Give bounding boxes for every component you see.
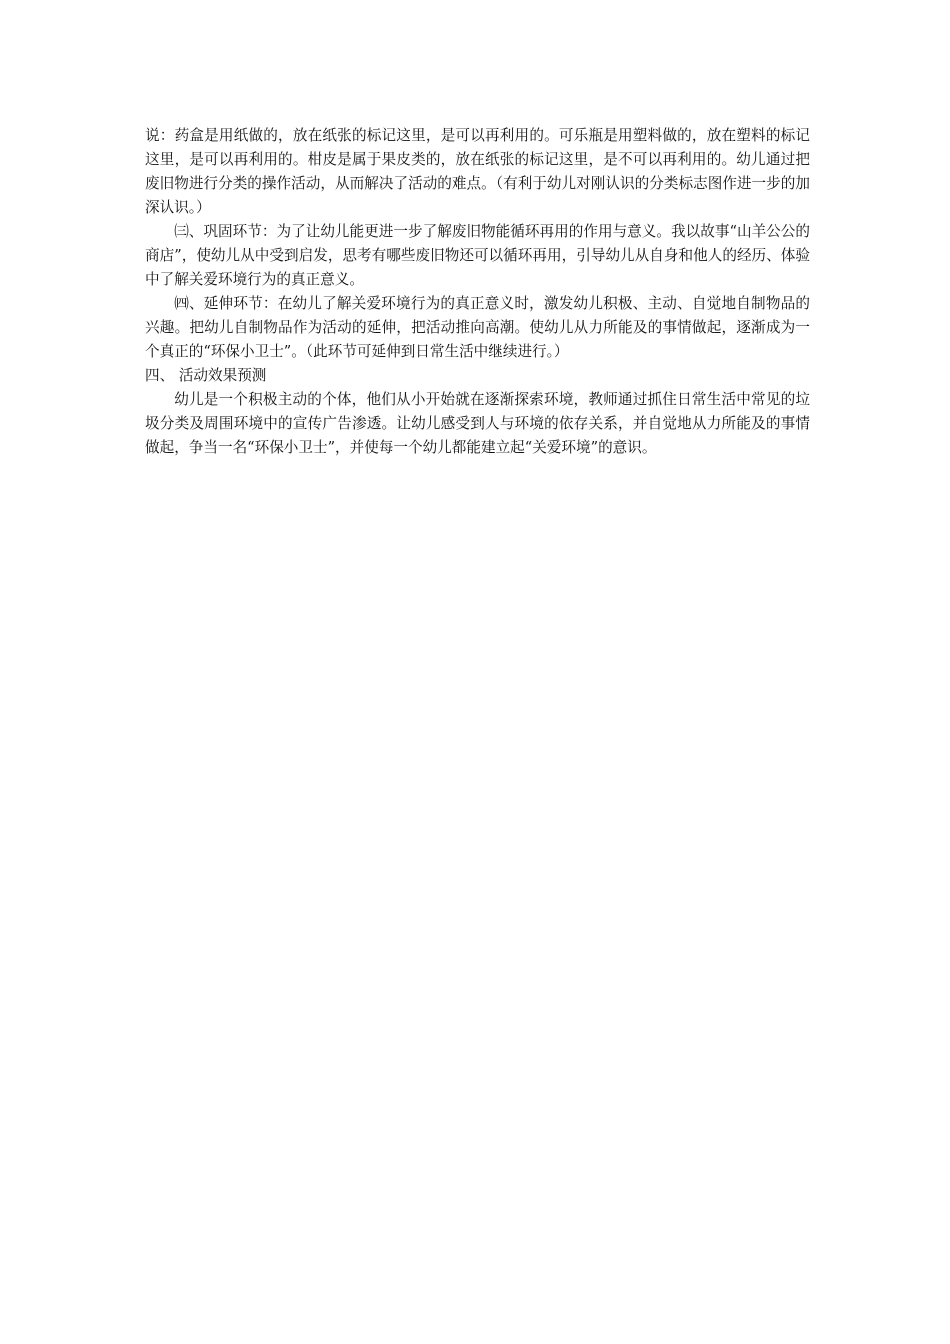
paragraph-intro: 说：药盒是用纸做的，放在纸张的标记这里，是可以再利用的。可乐瓶是用塑料做的，放在塑料的标记这里，是可以再利用的。柑皮是属于果皮类的，放在纸张的标记这里，是不可以再利用的。幼儿通过把废旧物进行分类的操作活动，从而解决了活动的难点。（有利于幼儿对刚认识的分类标志图作进一步的加深认识。）: [145, 127, 810, 216]
paragraph-closing: 幼儿是一个积极主动的个体，他们从小开始就在逐渐探索环境，教师通过抓住日常生活中常见的垃圾分类及周围环境中的宣传广告渗透。让幼儿感受到人与环境的依存关系，并自觉地从力所能及的事情做起，争当一名“环保小卫士”，并使每一个幼儿都能建立起“关爱环境”的意识。: [145, 391, 810, 456]
document-page: [145, 124, 810, 460]
section-heading: 四、 活动效果预测: [145, 367, 267, 384]
paragraph-extension-stage: ㈣、延伸环节：在幼儿了解关爱环境行为的真正意义时，激发幼儿积极、主动、自觉地自制物品的兴趣。把幼儿自制物品作为活动的延伸，把活动推向高潮。使幼儿从力所能及的事情做起，逐渐成为一个真正的“环保小卫士”。（此环节可延伸到日常生活中继续进行。）: [145, 295, 810, 360]
paragraph-consolidation-stage: ㈢、巩固环节：为了让幼儿能更进一步了解废旧物能循环再用的作用与意义。我以故事“山羊公公的商店”，使幼儿从中受到启发，思考有哪些废旧物还可以循环再用，引导幼儿从自身和他人的经历、体验中了解关爱环境行为的真正意义。: [145, 223, 810, 288]
